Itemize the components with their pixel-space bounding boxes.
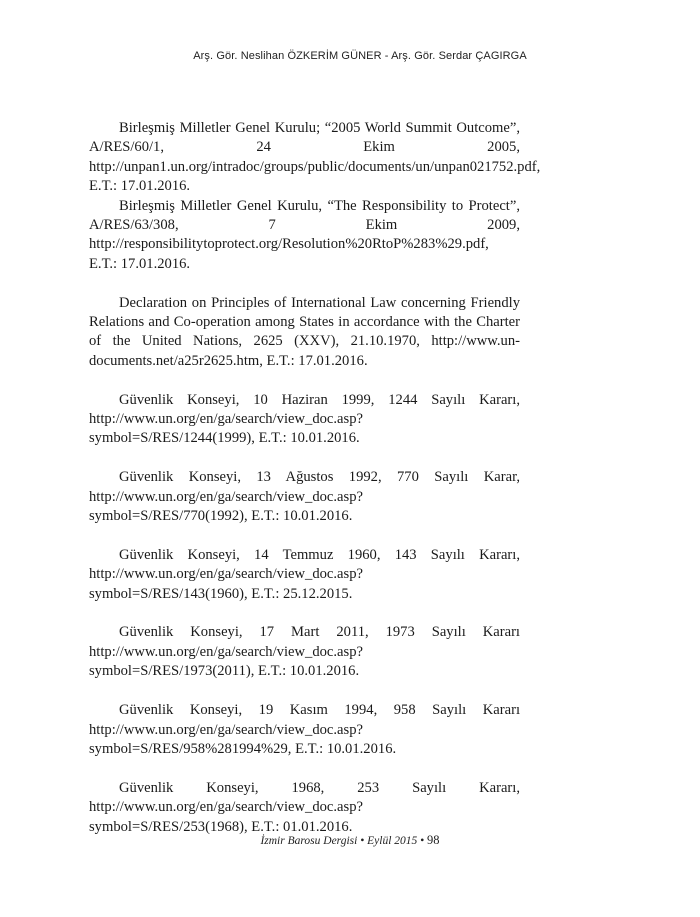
reference-item: Declaration on Principles of International Law concerning Friendly Relations and Co-operation among States in accordance with the Charter of the United Nations, 2625 (XXV), 21.10.1970, http://www.un-documents.net/a25r2625.htm, E.T.: 17.01.2016. [89, 294, 520, 369]
page-number: 98 [427, 833, 440, 847]
reference-item: Güvenlik Konseyi, 10 Haziran 1999, 1244 Sayılı Kararı, http://www.un.org/en/ga/search/view_doc.asp?symbol=S/RES/1244(1999), E.T.: 10.01.2016. [89, 391, 520, 447]
reference-list [89, 119, 541, 837]
page-footer [0, 833, 700, 848]
reference-item: Güvenlik Konseyi, 17 Mart 2011, 1973 Sayılı Kararı http://www.un.org/en/ga/search/view_doc.asp?symbol=S/RES/1973(2011), E.T.: 10.01.2016. [89, 624, 520, 680]
reference-item: Güvenlik Konseyi, 19 Kasım 1994, 958 Sayılı Kararı http://www.un.org/en/ga/search/view_doc.asp?symbol=S/RES/958%281994%29, E.T.: 10.01.2016. [89, 702, 520, 757]
reference-item: Güvenlik Konseyi, 1968, 253 Sayılı Kararı, http://www.un.org/en/ga/search/view_doc.asp?symbol=S/RES/253(1968), E.T.: 01.01.2016. [89, 779, 520, 835]
reference-item: Güvenlik Konseyi, 13 Ağustos 1992, 770 Sayılı Karar, http://www.un.org/en/ga/search/view_doc.asp?symbol=S/RES/770(1992), E.T.: 10.01.2016. [89, 469, 520, 525]
footer-journal: İzmir Barosu Dergisi • Eylül 2015 • [260, 835, 425, 847]
reference-item: Güvenlik Konseyi, 14 Temmuz 1960, 143 Sayılı Kararı, http://www.un.org/en/ga/search/view_doc.asp?symbol=S/RES/143(1960), E.T.: 25.12.2015. [89, 546, 520, 602]
header-authors: Arş. Gör. Neslihan ÖZKERİM GÜNER - Arş. Gör. Serdar ÇAGIRGA [193, 50, 527, 62]
reference-item: Birleşmiş Milletler Genel Kurulu, “The Responsibility to Protect”, A/RES/63/308, 7 Ekim 2009, http://responsibilitytoprotect.org/Resolution%20RtoP%283%29.pdf, E.T.: 17.01.2016. [89, 197, 520, 272]
running-header [0, 50, 700, 62]
reference-item: Birleşmiş Milletler Genel Kurulu; “2005 World Summit Outcome”, A/RES/60/1, 24 Ekim 2005, http://unpan1.un.org/intradoc/groups/public/documents/un/unpan021752.pdf, E.T.: 17.01.2016. [89, 120, 541, 195]
